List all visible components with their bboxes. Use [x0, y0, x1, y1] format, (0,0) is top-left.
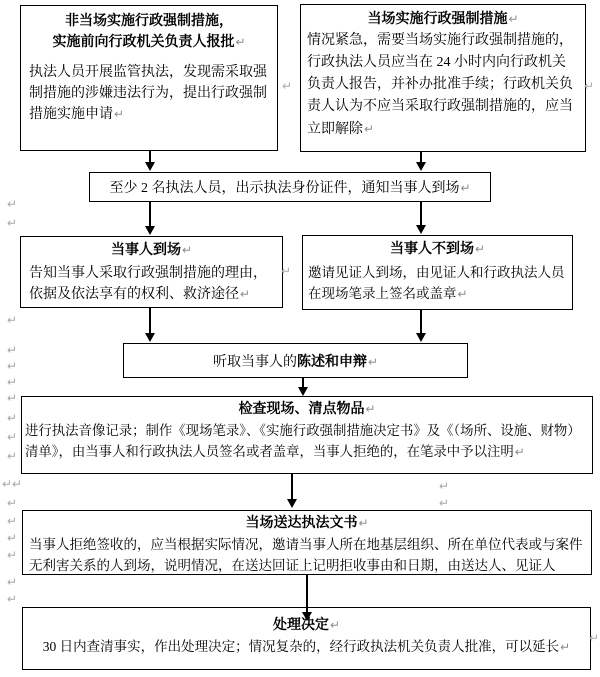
flow-box-party-absent — [302, 235, 573, 310]
return-mark: ↵ — [181, 243, 193, 257]
return-mark: ↵ — [329, 618, 341, 632]
return-mark: ↵ — [235, 35, 246, 49]
box-title: 当场实施行政强制措施↵ — [367, 12, 519, 27]
box-body: 情况紧急，需要当场实施行政强制措施的，行政执法人员应当在 24 小时内向行政机关负责人报告，并补办批准手续；行政机关负责人认为不应当采取行政强制措施的，应当立即解除↵ — [307, 33, 573, 137]
box-title: 处理决定↵ — [272, 618, 341, 633]
paragraph-mark: ↵ — [584, 79, 595, 93]
paragraph-mark: ↵ — [7, 592, 18, 606]
return-mark: ↵ — [365, 402, 376, 416]
box-title: 检查现场、清点物品↵ — [238, 402, 376, 417]
flow-box-inspect-inventory — [21, 396, 593, 474]
arrow-notify-to-absent — [416, 202, 426, 234]
flow-box-offsite-approval — [20, 5, 278, 151]
arrow-inspect-to-deliver — [287, 474, 297, 508]
box-body: 当事人拒绝签收的，应当根据实际情况，邀请当事人所在地基层组织、所在单位代表或与案件无利害关系的人到场，说明情况，在送达回证上记明拒收事由和日期，由送达人、见证人 — [29, 537, 583, 573]
paragraph-mark: ↵ — [7, 216, 18, 230]
paragraph-mark: ↵ — [589, 631, 600, 645]
paragraph-mark: ↵ — [7, 343, 18, 357]
paragraph-mark: ↵ — [281, 264, 292, 278]
paragraph-mark: ↵ — [7, 391, 18, 405]
return-mark: ↵ — [460, 181, 471, 195]
box-title: 当事人到场↵ — [110, 243, 193, 258]
return-mark: ↵ — [367, 354, 379, 369]
paragraph-mark: ↵ — [7, 449, 18, 463]
return-mark: ↵ — [240, 287, 251, 301]
flow-box-notify-party — [89, 172, 491, 202]
paragraph-mark: ↵ — [7, 496, 18, 510]
flow-box-onsite-implementation — [300, 4, 586, 152]
paragraph-mark: ↵ — [7, 313, 18, 327]
flow-box-deliver-documents — [22, 510, 592, 575]
flow-box-party-present — [20, 236, 283, 308]
flow-box-hear-statement — [123, 343, 468, 378]
arrow-hear-to-inspect — [298, 378, 308, 396]
paragraph-mark: ↵ — [7, 411, 18, 425]
return-mark: ↵ — [514, 445, 525, 459]
box-title: 当场送达执法文书↵ — [245, 516, 369, 531]
paragraph-mark: ↵ — [7, 430, 18, 444]
paragraph-mark: ↵ — [7, 575, 18, 589]
return-mark: ↵ — [114, 107, 125, 121]
box-body: 执法人员开展监管执法，发现需采取强制措施的涉嫌违法行为，提出行政强制措施实施申请↵ — [29, 65, 267, 122]
paragraph-mark: ↵ — [7, 375, 18, 389]
paragraph-mark: ↵ — [12, 477, 23, 491]
box-title: 非当场实施行政强制措施， 实施前向行政机关负责人报批↵ — [52, 14, 246, 50]
box-body: 邀请见证人到场，由见证人和行政执法人员在现场笔录上签名或盖章↵ — [308, 265, 565, 301]
box-body: 30 日内查清事实，作出处理决定；情况复杂的，经行政执法机关负责人批准，可以延长↵ — [42, 639, 571, 654]
box-text: 听取当事人的陈述和申辩↵ — [212, 354, 379, 370]
paragraph-mark: ↵ — [2, 477, 13, 491]
box-title: 当事人不到场↵ — [389, 242, 486, 257]
arrow-present-to-hear — [145, 308, 155, 342]
paragraph-mark: ↵ — [7, 197, 18, 211]
box-body: 告知当事人采取行政强制措施的理由，依据及依法享有的权利、救济途径↵ — [29, 266, 267, 302]
return-mark: ↵ — [364, 122, 375, 136]
paragraph-mark: ↵ — [439, 479, 450, 493]
return-mark: ↵ — [508, 12, 519, 26]
paragraph-mark: ↵ — [7, 548, 18, 562]
arrow-onsite-to-notify — [416, 152, 426, 171]
return-mark: ↵ — [457, 287, 468, 301]
paragraph-mark: ↵ — [7, 359, 18, 373]
paragraph-mark: ↵ — [282, 79, 293, 93]
arrow-notify-to-present — [145, 202, 155, 235]
return-mark: ↵ — [560, 640, 571, 654]
return-mark: ↵ — [358, 516, 369, 530]
arrow-absent-to-hear — [416, 310, 426, 342]
return-mark: ↵ — [474, 242, 486, 256]
box-body: 进行执法音像记录；制作《现场笔录》、《实施行政强制措施决定书》及《（场所、设施、财物）清单》，由当事人和行政执法人员签名或者盖章，当事人拒绝的，在笔录中予以注明↵ — [25, 423, 581, 459]
paragraph-mark: ↵ — [7, 531, 18, 545]
paragraph-mark: ↵ — [439, 496, 450, 510]
arrow-offsite-to-notify — [145, 151, 155, 171]
arrow-deliver-to-decision — [302, 575, 312, 621]
paragraph-mark: ↵ — [7, 514, 18, 528]
box-text: 至少 2 名执法人员，出示执法身份证件，通知当事人到场↵ — [109, 181, 471, 196]
